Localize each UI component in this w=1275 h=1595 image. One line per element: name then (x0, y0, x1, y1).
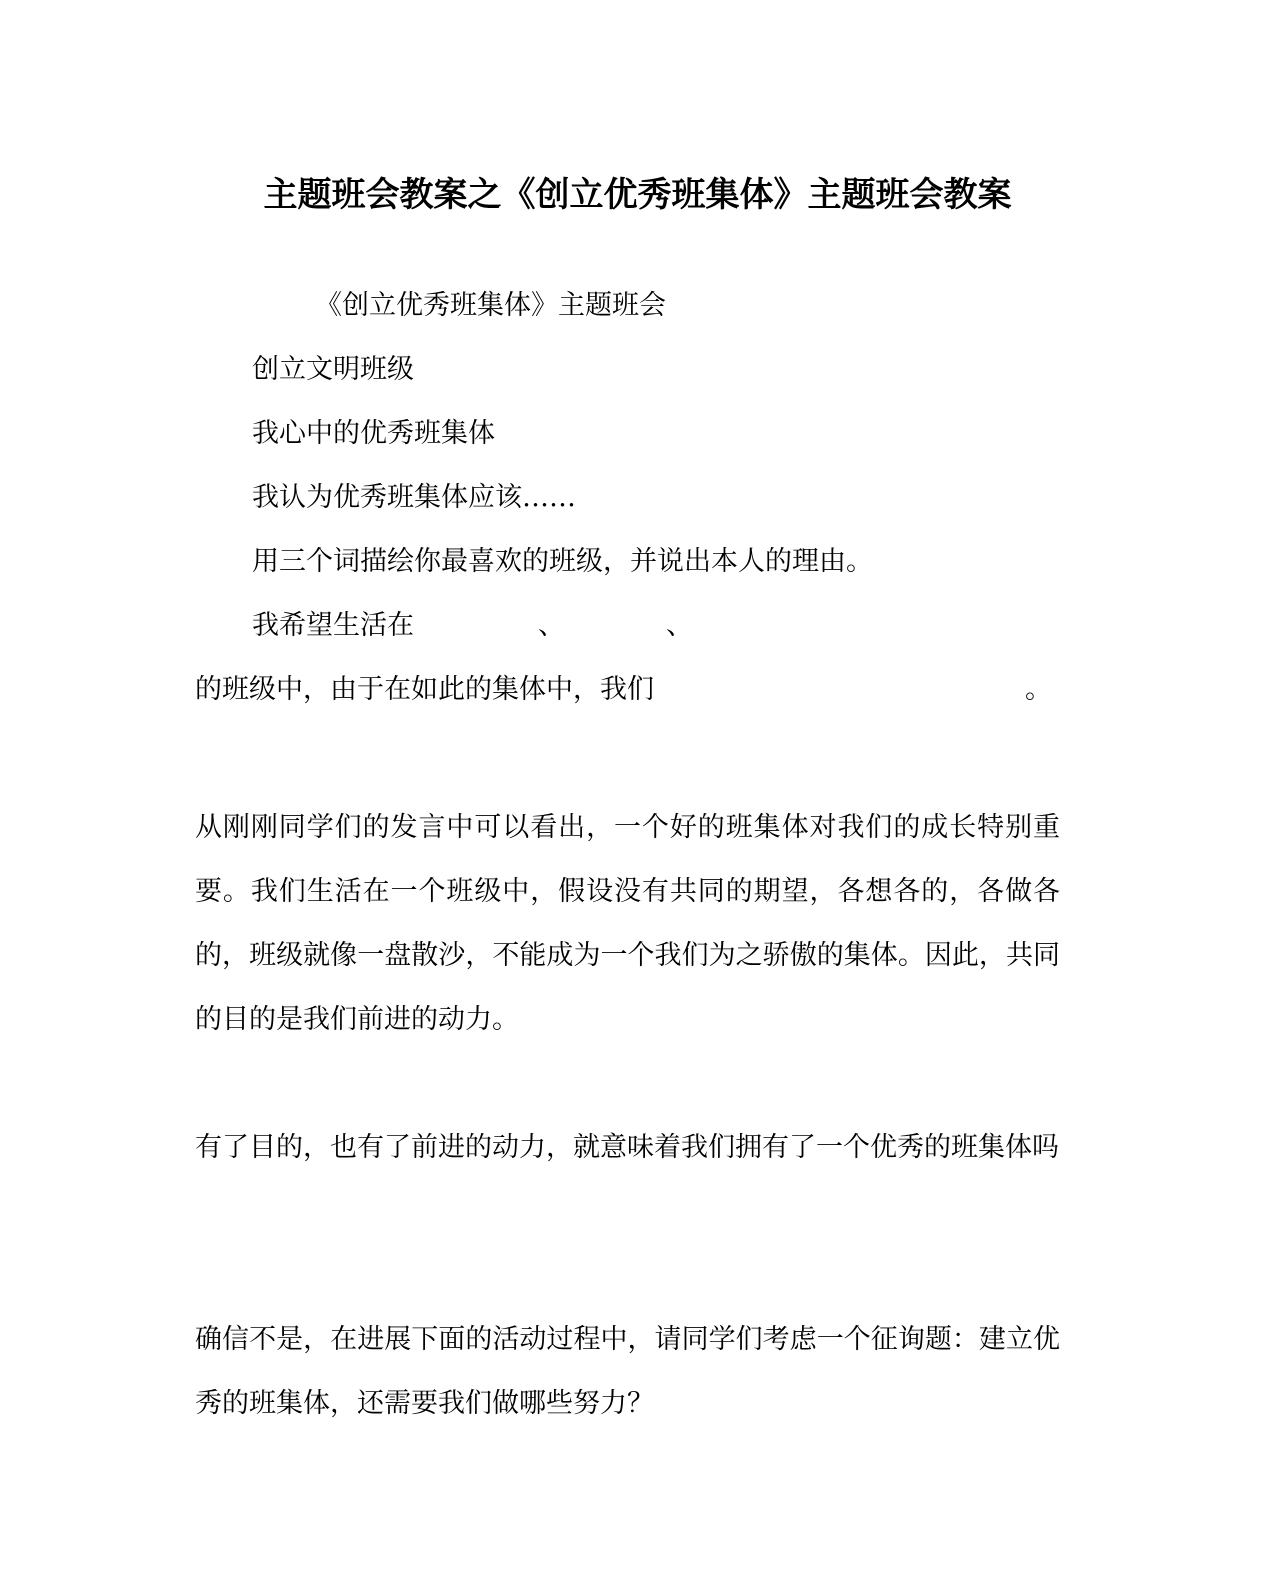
text-line: 用三个词描绘你最喜欢的班级，并说出本人的理由。 (252, 546, 873, 577)
body-paragraph: 从刚刚同学们的发言中可以看出，一个好的班集体对我们的成长特别重要。我们生活在一个班级中，假设没有共同的期望，各想各的，各做各的，班级就像一盘散沙，不能成为一个我们为之骄傲的集体。因此，共同的目的是我们前进的动力。 (195, 812, 1060, 1035)
body-paragraph: 有了目的，也有了前进的动力，就意味着我们拥有了一个优秀的班集体吗 (195, 1132, 1059, 1163)
fill-in-end-mark: 。 (1025, 674, 1052, 705)
text-line: 我认为优秀班集体应该…… (252, 482, 576, 513)
fill-in-prompt: 我希望生活在 (252, 610, 414, 641)
lesson-subtitle: 《创立优秀班集体》主题班会 (315, 290, 666, 321)
blank-separator: 、 (538, 610, 565, 641)
fill-in-continuation: 的班级中，由于在如此的集体中，我们 (195, 674, 654, 705)
blank-separator: 、 (666, 610, 693, 641)
text-line: 我心中的优秀班集体 (252, 418, 495, 449)
body-paragraph: 确信不是，在进展下面的活动过程中，请同学们考虑一个征询题：建立优秀的班集体，还需要我们做哪些努力？ (195, 1324, 1060, 1419)
document-title: 主题班会教案之《创立优秀班集体》主题班会教案 (263, 175, 1012, 215)
text-line: 创立文明班级 (252, 354, 414, 385)
